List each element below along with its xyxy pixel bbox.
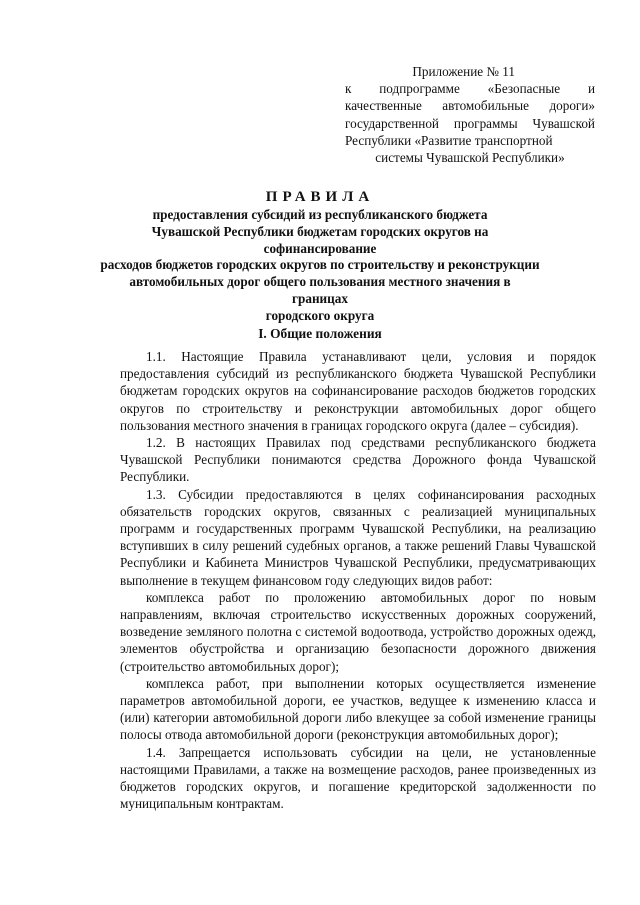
title-subtitle-line: автомобильных дорог общего пользования местного значения в границах bbox=[129, 274, 511, 306]
appendix-number: Приложение № 11 bbox=[412, 64, 515, 79]
paragraph-1-1: 1.1. Настоящие Правила устанавливают цели, условия и порядок предоставления субсидий из республиканского бюджета Чувашской Республики бюджетам городских округов на софинансирование расходов бюджетов городских округов по строительству и реконструкции автомобильных дорог общего пользования местного значения в границах городского округа (далее – субсидия). bbox=[120, 349, 596, 433]
document-body bbox=[120, 348, 596, 812]
document-title bbox=[100, 187, 540, 325]
title-subtitle-line: расходов бюджетов городских округов по строительству и реконструкции bbox=[100, 257, 540, 273]
paragraph-1-2: 1.2. В настоящих Правилах под средствами республиканского бюджета Чувашской Республики понимаются средства Дорожного фонда Чувашской Республики. bbox=[120, 435, 596, 485]
title-subtitle-line: предоставления субсидий из республиканского бюджета bbox=[152, 207, 488, 222]
title-subtitle-line: Чувашской Республики бюджетам городских округов на софинансирование bbox=[151, 223, 489, 256]
paragraph-reconstruction: комплекса работ, при выполнении которых осуществляется изменение параметров автомобильной дороги, ее участков, ведущее к изменению класса и (или) категории автомобильной дороги либо влекущее за собой изменение границы полосы отвода автомобильной дороги (реконструкция автомобильных дорог); bbox=[120, 675, 596, 743]
paragraph-1-4: 1.4. Запрещается использовать субсидии на цели, не установленные настоящими Правилами, а также на возмещение расходов, ранее произведенных из бюджетов городских округов, и погашение кредиторской задолженности по муниципальным контрактам. bbox=[120, 744, 596, 812]
section-heading: I. Общие положения bbox=[258, 326, 382, 341]
appendix-text: к подпрограмме «Безопасные и качественные автомобильные дороги» государственной программы Чувашской Республики «Развитие транспортной bbox=[345, 81, 595, 148]
appendix-note bbox=[345, 63, 595, 166]
paragraph-1-3: 1.3. Субсидии предоставляются в целях софинансирования расходных обязательств городских округов, связанных с реализацией муниципальных программ и государственных программ Чувашской Республики, на реализацию вступивших в силу решений судебных органов, а также решений Главы Чувашской Республики и Кабинета Министров Чувашской Республики, предусматривающих выполнение в текущем финансовом году следующих видов работ: bbox=[120, 486, 596, 588]
title-subtitle-line: городского округа bbox=[265, 307, 375, 323]
appendix-last-line: системы Чувашской Республики» bbox=[375, 150, 565, 166]
title-word: ПРАВИЛА bbox=[265, 189, 375, 205]
paragraph-construction: комплекса работ по проложению автомобильных дорог по новым направлениям, включая строительство искусственных дорожных сооружений, возведение земляного полотна с системой водоотвода, устройство дорожных одежд, элементов обустройства и организацию безопасности дорожного движения (строительство автомобильных дорог); bbox=[120, 589, 596, 674]
